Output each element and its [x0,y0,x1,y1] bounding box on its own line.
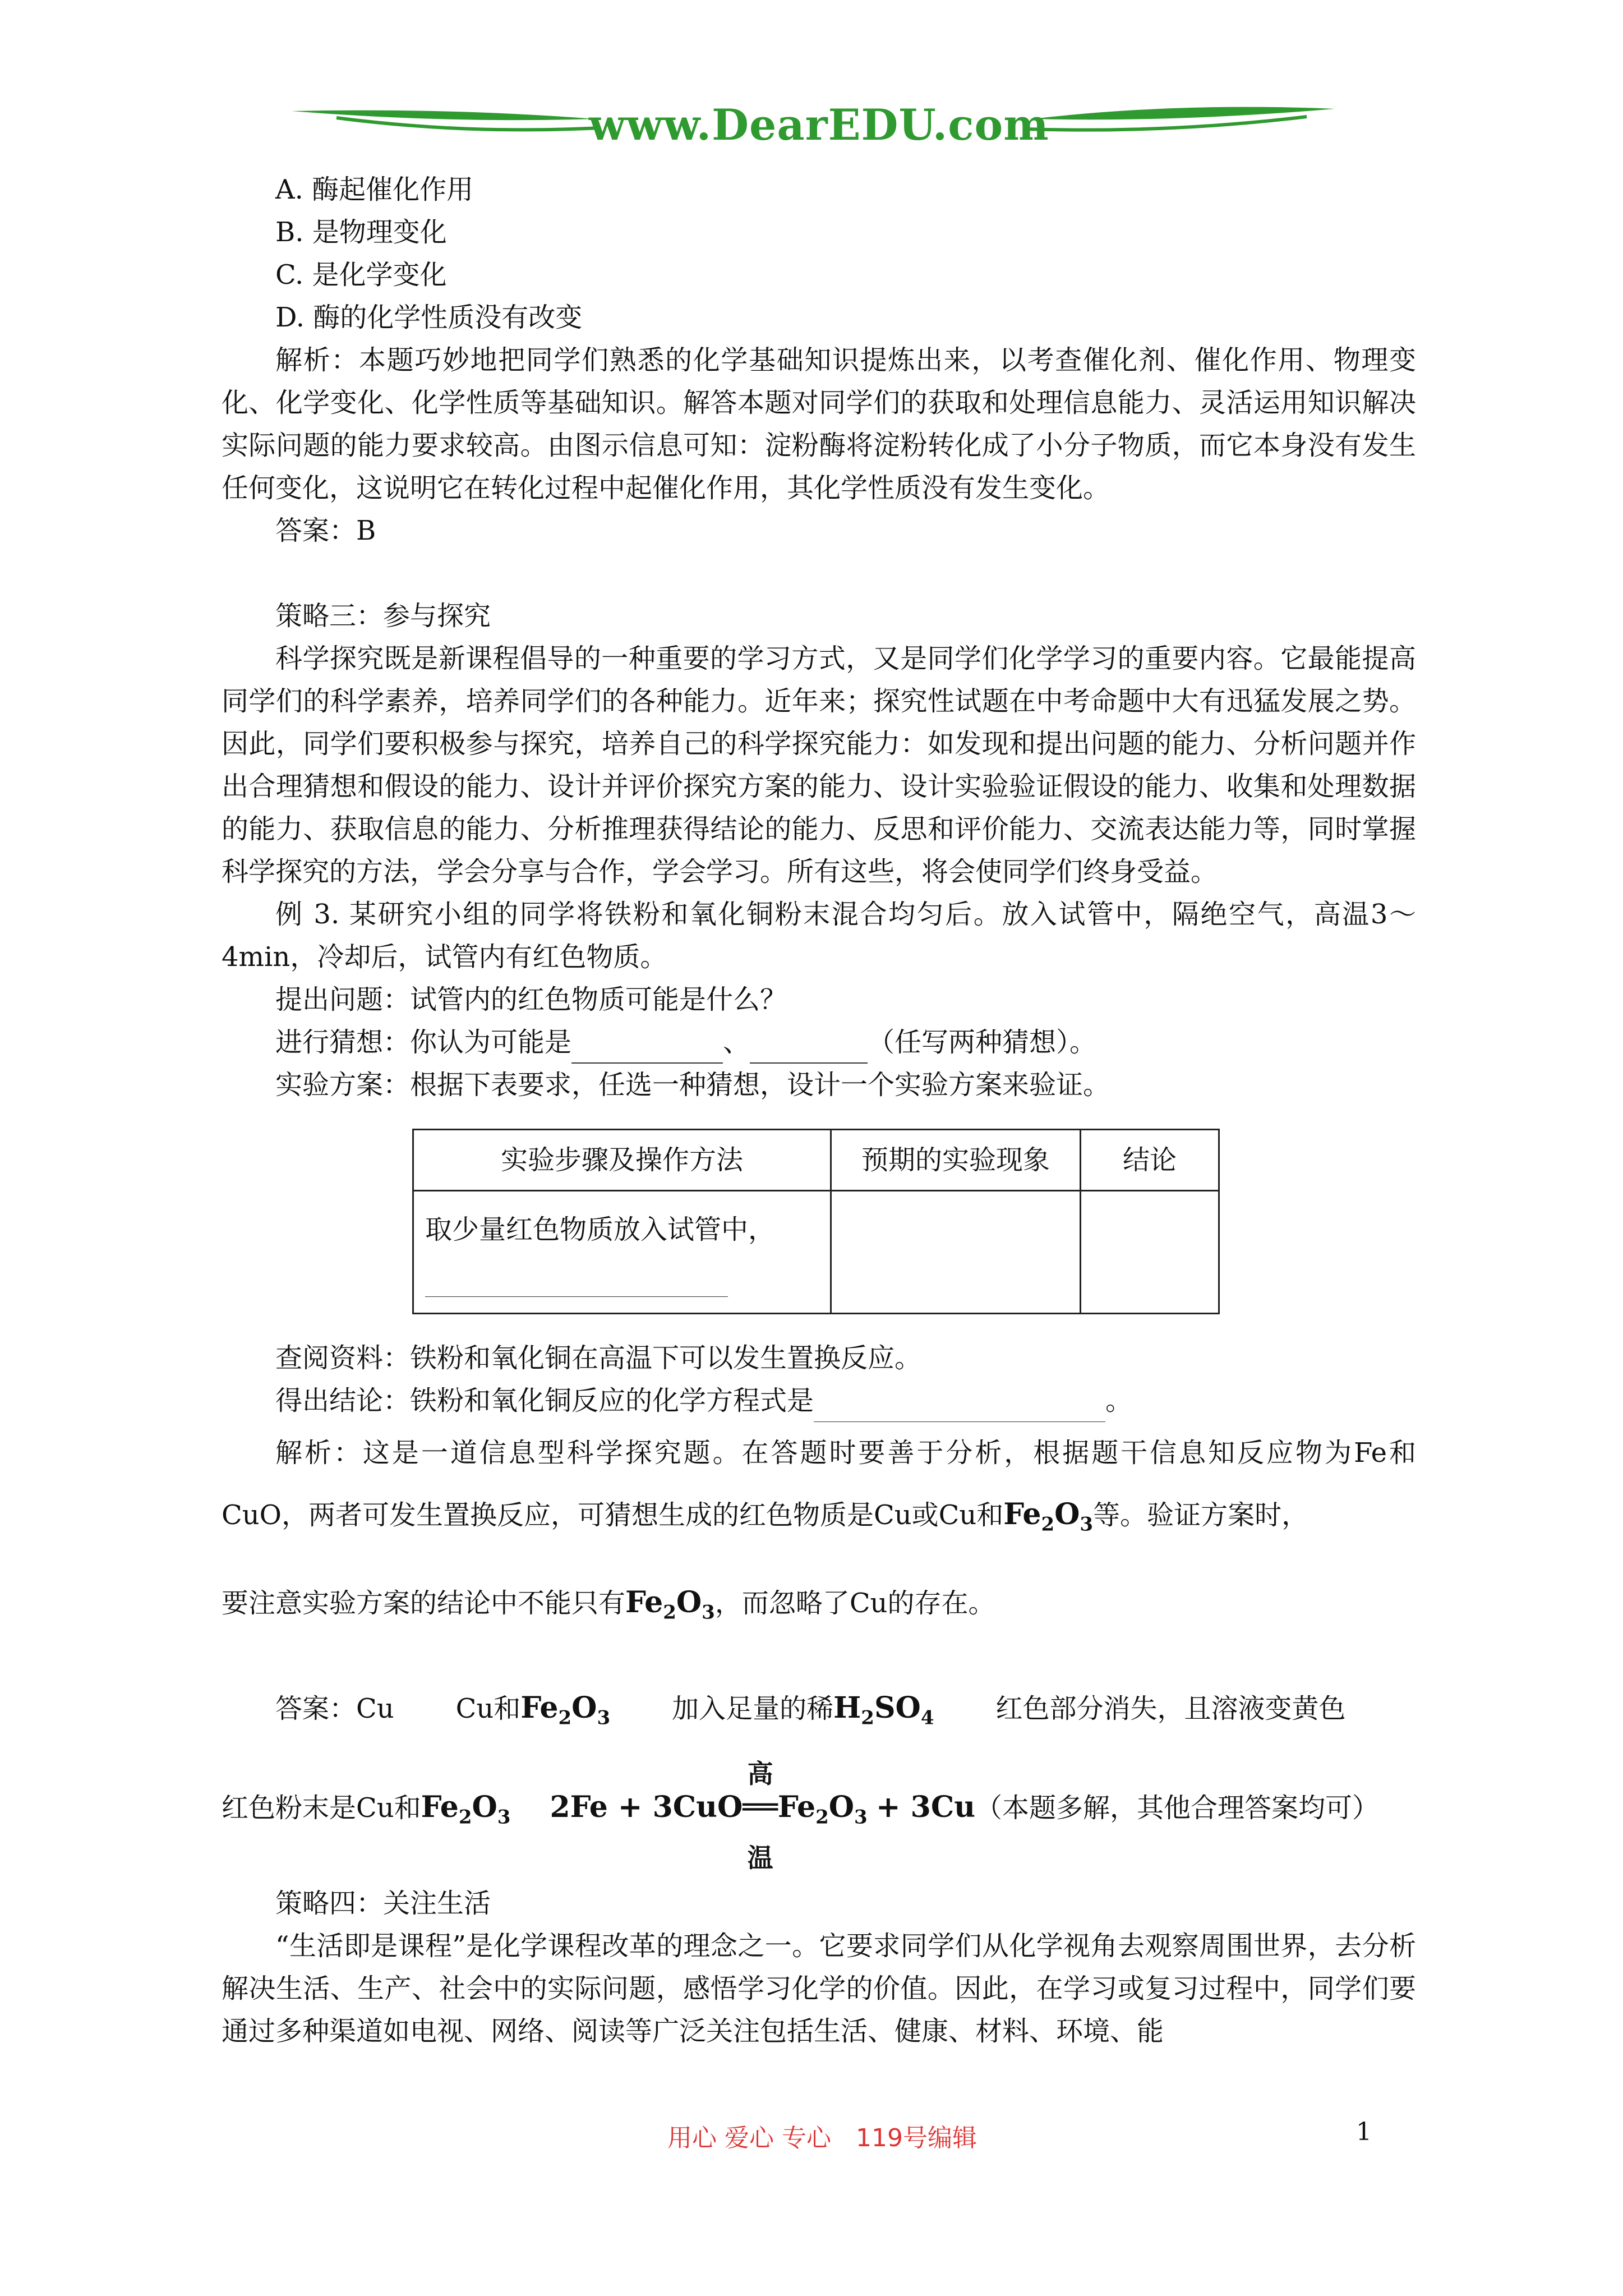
formula-fe2o3: $Fe_2O_3$ [520,1690,611,1729]
steps-blank [425,1274,728,1297]
option-d: D. 酶的化学性质没有改变 [275,302,583,333]
option-a: A. 酶起催化作用 [275,174,474,205]
table-header-conclusion: 结论 [1081,1130,1219,1191]
option-c: C. 是化学变化 [275,259,447,291]
example3-lookup: 查阅资料：铁粉和氧化铜在高温下可以发生置换反应。 [275,1342,922,1374]
strategy4-body: “生活即是课程”是化学课程改革的理念之一。它要求同学们从化学视角去观察周围世界，去分析解决生活、生产、社会中的实际问题，感悟学习化学的价值。因此，在学习或复习过程中，同学们要通过多种渠道如电视、网络、阅读等广泛关注包括生活、健康、材料、环境、能 [222,1930,1416,2047]
answer-3-line-2: 红色粉末是Cu和$Fe_2O_3$ 2Fe + 3CuO 高温 $══Fe_2O_3 + 3Cu$（本题多解，其他合理答案均可） [222,1759,1380,1874]
formula-fe2o3: $Fe_2O_3$ [421,1790,511,1829]
example3-intro: 例 3. 某研究小组的同学将铁粉和氧化铜粉末混合均匀后。放入试管中，隔绝空气，高温3～4min，冷却后，试管内有红色物质。 [222,899,1416,973]
equation-right: + 3Cu [875,1790,976,1825]
answer-3-line-1: 答案：Cu Cu和$Fe_2O_3$ 加入足量的稀$H_2SO_4$ 红色部分消失，且溶液变黄色 [275,1690,1346,1729]
formula-fe2o3: $Fe_2O_3$ [777,1790,868,1829]
table-header-steps: 实验步骤及操作方法 [413,1130,831,1191]
page-number: 1 [1356,2118,1372,2146]
guess-blank-1 [571,1031,723,1064]
experiment-table [412,1129,1220,1314]
table-cell-conclusion [1081,1191,1219,1314]
example3-conclusion: 得出结论：铁粉和氧化铜反应的化学方程式是 。 [222,1379,1416,1422]
document-body [222,168,1416,2053]
example3-plan: 实验方案：根据下表要求，任选一种猜想，设计一个实验方案来验证。 [275,1069,1110,1101]
equation-condition: 高温 ══ [743,1759,778,1874]
option-b: B. 是物理变化 [275,217,447,248]
strategy3-title: 策略三：参与探究 [275,600,491,632]
table-cell-steps: 取少量红色物质放入试管中， [413,1191,831,1314]
strategy4-title: 策略四：关注生活 [275,1887,491,1919]
example3-guess: 进行猜想：你认为可能是 、 （任写两种猜想）。 [222,1021,1416,1064]
strategy3-body: 科学探究既是新课程倡导的一种重要的学习方式，又是同学们化学学习的重要内容。它最能提高同学们的科学素养，培养同学们的各种能力。近年来；探究性试题在中考命题中大有迅猛发展之势。因此，同学们要积极参与探究，培养自己的科学探究能力：如发现和提出问题的能力、分析问题并作出合理猜想和假设的能力、设计并评价探究方案的能力、设计实验验证假设的能力、收集和处理数据的能力、获取信息的能力、分析推理获得结论的能力、反思和评价能力、交流表达能力等，同时掌握科学探究的方法，学会分享与合作，学会学习。所有这些，将会使同学们终身受益。 [222,643,1416,887]
equation-left: 2Fe + 3CuO [550,1790,743,1825]
footer-slogan: 用心 爱心 专心 119号编辑 [667,2124,977,2152]
formula-fe2o3: $Fe_2O_3$ [1003,1497,1094,1536]
page-header [0,84,1623,157]
analysis-3-line-2: 要注意实验方案的结论中不能只有$Fe_2O_3$，而忽略了Cu的存在。 [222,1585,995,1624]
analysis-paragraph-1: 解析：本题巧妙地把同学们熟悉的化学基础知识提炼出来，以考查催化剂、催化作用、物理变化、化学变化、化学性质等基础知识。解答本题对同学们的获取和处理信息能力、灵活运用知识解决实际问题的能力要求较高。由图示信息可知：淀粉酶将淀粉转化成了小分子物质，而它本身没有发生任何变化，这说明它在转化过程中起催化作用，其化学性质没有发生变化。 [222,344,1416,504]
example3-question: 提出问题：试管内的红色物质可能是什么？ [275,984,787,1015]
site-logo: www.DearEDU.com [589,100,1049,150]
equation-blank [814,1393,1105,1422]
answer-1: 答案：B [275,515,376,546]
table-cell-phenomenon [831,1191,1081,1314]
analysis-3-line-1: 解析：这是一道信息型科学探究题。在答题时要善于分析，根据题干信息知反应物为Fe和CuO，两者可发生置换反应，可猜想生成的红色物质是Cu或Cu和$Fe_2O_3$等。验证方案时， [222,1437,1416,1536]
guess-blank-2 [750,1031,868,1064]
formula-fe2o3: $Fe_2O_3$ [625,1585,715,1624]
table-header-phenomenon: 预期的实验现象 [831,1130,1081,1191]
formula-h2so4: $H_2SO_4$ [833,1690,934,1729]
